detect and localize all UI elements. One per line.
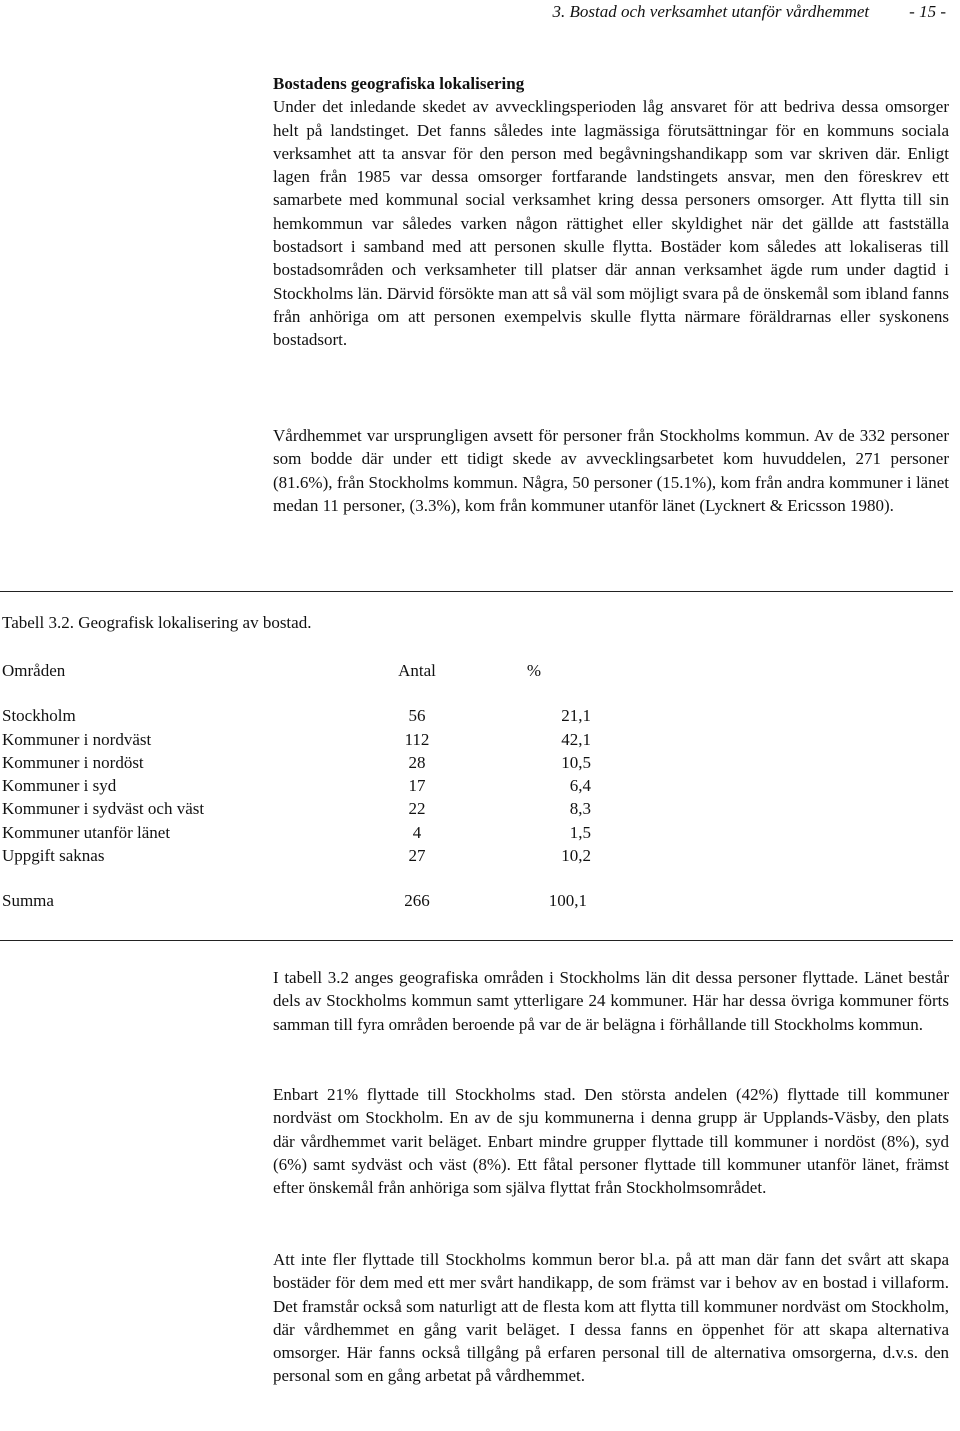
page-number: - 15 - xyxy=(909,2,946,21)
section-body xyxy=(273,72,949,352)
table-cell: 28 xyxy=(408,752,426,772)
table-cell: 8,3 xyxy=(569,799,591,819)
table-cell: 4 xyxy=(412,822,422,842)
analysis-paragraph-1 xyxy=(273,966,949,1036)
table-cell: Kommuner i syd xyxy=(2,776,117,796)
paragraph: Att inte fler flyttade till Stockholms kommun beror bl.a. på att man där fann det svårt att skapa bostäder för dem med ett mer svårt handikapp, de som främst var i behov av en bostad i villaform. Det framstår också som naturligt att de flesta kom att flytta till kommuner nordväst om Stockholm, där vårdhemmet en gång varit beläget. I dessa fanns en öppenhet för att skapa alternativa omsorger. Här fanns också tillgång på erfaren personal till de alternativa omsorgerna, d.v.s. den personal som en gång arbetat på vårdhemmet. xyxy=(273,1250,949,1386)
table-cell: 10,2 xyxy=(561,846,591,866)
analysis-paragraph-3 xyxy=(273,1248,949,1388)
table-bottom-rule xyxy=(0,940,953,941)
table-row xyxy=(2,821,591,844)
table-cell: Kommuner i nordöst xyxy=(2,752,144,772)
table-row xyxy=(2,704,591,727)
header-cell: % xyxy=(526,661,542,680)
table-cell: 266 xyxy=(404,891,430,911)
table-row xyxy=(2,751,591,774)
section-body-2 xyxy=(273,424,949,517)
table-cell: Uppgift saknas xyxy=(2,846,105,866)
table-cell: 1,5 xyxy=(569,822,591,842)
table-row xyxy=(2,728,591,751)
header-cell: Områden xyxy=(2,661,66,680)
table-cell: 56 xyxy=(408,706,426,726)
table-row xyxy=(2,844,591,867)
table-cell: 22 xyxy=(408,799,426,819)
table-cell: Stockholm xyxy=(2,706,76,726)
table-caption: Tabell 3.2. Geografisk lokalisering av bostad. xyxy=(2,613,312,632)
header-cell: Antal xyxy=(398,661,436,680)
table-header-row xyxy=(2,659,591,682)
table-cell: 6,4 xyxy=(569,776,591,796)
table-row xyxy=(2,797,591,820)
table-cell: Summa xyxy=(2,891,54,911)
table-cell: 112 xyxy=(404,729,430,749)
table-cell: 27 xyxy=(408,846,426,866)
page-header xyxy=(553,2,946,22)
paragraph: I tabell 3.2 anges geografiska områden i Stockholms län dit dessa personer flyttade. Länet består dels av Stockholms kommun samt ytterligare 24 kommuner. Här har dessa övriga kommuner förts samman till fyra områden beroende på var de är belägna i förhållande till Stockholms kommun. xyxy=(273,968,949,1034)
location-table xyxy=(2,659,591,913)
table-row xyxy=(2,774,591,797)
table-cell: Kommuner i nordväst xyxy=(2,729,152,749)
chapter-title: 3. Bostad och verksamhet utanför vårdhemmet xyxy=(552,2,870,21)
table-cell: 10,5 xyxy=(561,752,591,772)
paragraph: Under det inledande skedet av avvecklingsperioden låg ansvaret för att bedriva dessa omsorger helt på landstinget. Det fanns således inte lagmässiga förutsättningar för en kommuns sociala verksamhet att ta ansvar för den person med begåvningshandikapp som var skriven där. Enligt lagen från 1985 var dessa omsorger fortfarande landstingets ansvar, men den föreskrev ett samarbete med kommunal social verksamhet kring dessa personers omsorger. Att flytta till sin hemkommun var således varken någon rättighet eller skyldighet när det gällde att fastställa bostadsort i samband med att personen skulle flytta. Bostäder kom således att lokaliseras till bostadsområden och verksamheter till platser där annan verksamhet ägde rum under dagtid i Stockholms län. Därvid försökte man att så väl som möjligt svara på de önskemål som ibland fanns från anhöriga om att personen exempelvis skulle flytta närmare föräldrarnas eller syskonens bostadsort. xyxy=(273,97,949,350)
table-top-rule xyxy=(0,591,953,592)
table-cell: Kommuner utanför länet xyxy=(2,822,171,842)
table-cell: 100,1 xyxy=(548,891,587,911)
paragraph: Vårdhemmet var ursprungligen avsett för personer från Stockholms kommun. Av de 332 personer som bodde där under ett tidigt skede av avvecklingsarbetet kom huvuddelen, 271 personer (81.6%), från Stockholms kommun. Några, 50 personer (15.1%), kom från andra kommuner i länet medan 11 personer, (3.3%), kom från kommuner utanför länet (Lycknert & Ericsson 1980). xyxy=(273,426,949,515)
table-cell: 42,1 xyxy=(561,729,591,749)
table-cell: Kommuner i sydväst och väst xyxy=(2,799,205,819)
table-cell: 21,1 xyxy=(561,706,591,726)
section-title: Bostadens geografiska lokalisering xyxy=(273,74,525,93)
table-total-row xyxy=(2,889,591,912)
table-cell: 17 xyxy=(408,776,426,796)
paragraph: Enbart 21% flyttade till Stockholms stad. Den största andelen (42%) flyttade till kommuner nordväst om Stockholm. En av de sju kommunerna i denna grupp är Upplands-Väsby, den plats där vårdhemmet varit beläget. Enbart mindre grupper flyttade till kommuner i nordöst (8%), syd (6%) samt sydväst och väst (8%). Ett fåtal personer flyttade till kommuner utanför länet, främst efter önskemål från anhöriga som själva flyttat från Stockholmsområdet. xyxy=(273,1085,949,1198)
analysis-paragraph-2 xyxy=(273,1083,949,1199)
